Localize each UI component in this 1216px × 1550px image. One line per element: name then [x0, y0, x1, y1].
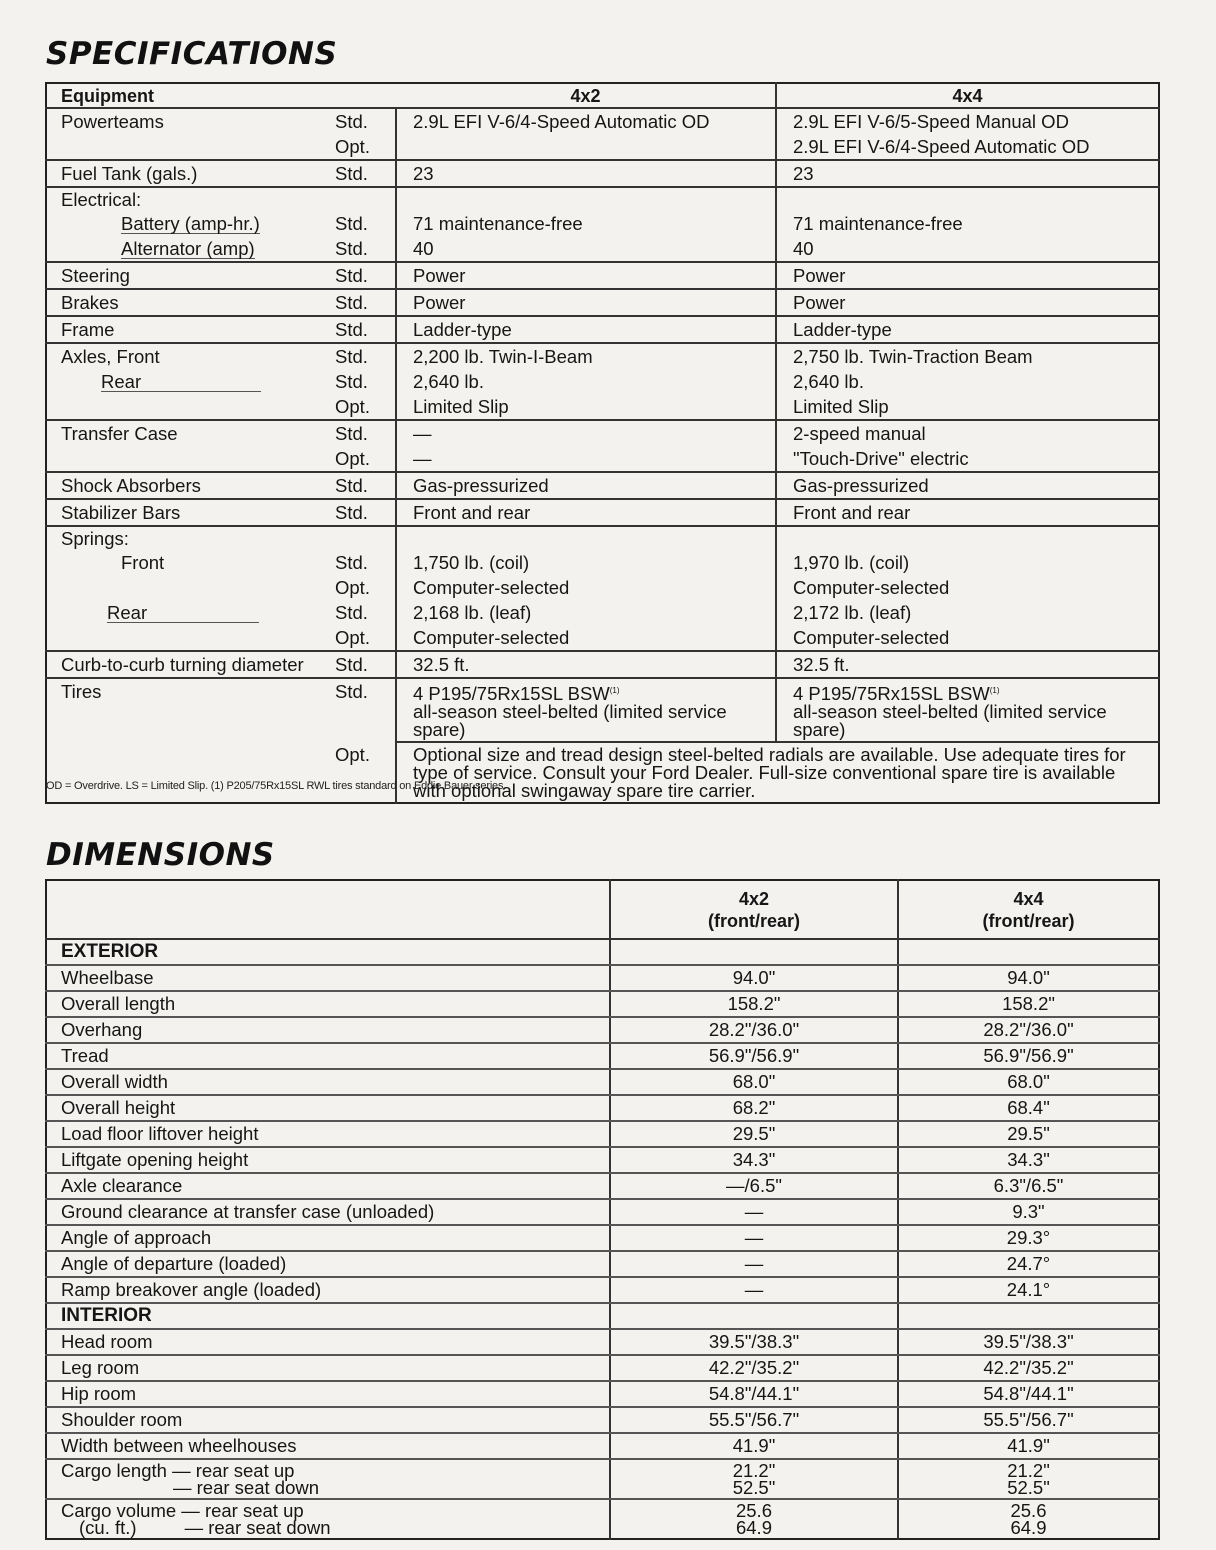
- tire-footnote-mark: (1): [609, 686, 620, 695]
- row-4x2-value: 23: [396, 160, 776, 187]
- col-4x4-subheader: (front/rear): [982, 911, 1075, 931]
- row-opt: Opt.: [331, 625, 396, 651]
- dim-row: [46, 1121, 1159, 1147]
- spec-row-axles-opt: [46, 394, 1159, 420]
- row-label: Transfer Case: [61, 423, 178, 444]
- row-4x4-value: 32.5 ft.: [776, 651, 1159, 678]
- row-label: Overall length: [46, 991, 610, 1017]
- row-4x4-value: 40: [776, 236, 1159, 262]
- row-4x2-value: Ladder-type: [396, 316, 776, 343]
- row-std: Std.: [331, 651, 396, 678]
- spec-row-axles-front: [46, 343, 1159, 369]
- row-4x4-value: Limited Slip: [776, 394, 1159, 420]
- row-4x4-value: "Touch-Drive" electric: [776, 446, 1159, 472]
- value-4x2: 29.5": [610, 1121, 898, 1147]
- value-4x2: 55.5"/56.7": [610, 1407, 898, 1433]
- value-4x4-b: 64.9: [1010, 1517, 1047, 1538]
- row-label: Cargo length — rear seat up: [61, 1460, 295, 1481]
- spec-row-transfer-case-opt: [46, 446, 1159, 472]
- row-4x2-value: 40: [396, 236, 776, 262]
- row-label: Steering: [46, 262, 331, 289]
- row-4x4-value: 2,750 lb. Twin-Traction Beam: [793, 346, 1033, 367]
- value-4x4: 29.5": [898, 1121, 1159, 1147]
- row-label-2: — rear seat down: [184, 1517, 331, 1538]
- spec-row-powerteams: [46, 108, 1159, 134]
- row-4x2-value: [396, 134, 776, 160]
- row-std: Std.: [331, 236, 396, 262]
- row-label: Axles, Front: [61, 346, 160, 367]
- value-4x2-b: 52.5": [732, 1477, 776, 1498]
- row-label: Leg room: [46, 1355, 610, 1381]
- dim-row: [46, 1407, 1159, 1433]
- interior-rows: [46, 1329, 1159, 1459]
- row-std: Std.: [331, 160, 396, 187]
- row-4x2-value: —: [396, 420, 776, 446]
- row-4x2-value: 1,750 lb. (coil): [396, 550, 776, 575]
- spec-row-stabilizer-bars: [46, 499, 1159, 526]
- row-std: Std.: [331, 343, 396, 369]
- row-label: Overall width: [46, 1069, 610, 1095]
- value-4x2: 68.0": [610, 1069, 898, 1095]
- dim-row: [46, 1277, 1159, 1303]
- spec-row-springs-front: [46, 550, 1159, 575]
- row-4x2-value: Power: [396, 262, 776, 289]
- dim-row: [46, 1173, 1159, 1199]
- dim-row: [46, 1225, 1159, 1251]
- value-4x2: —: [610, 1199, 898, 1225]
- value-4x2: 41.9": [610, 1433, 898, 1459]
- row-4x2-value: 2,168 lb. (leaf): [396, 600, 776, 625]
- row-label: Tread: [46, 1043, 610, 1069]
- spec-row-electrical: [46, 187, 1159, 211]
- dim-row: [46, 1199, 1159, 1225]
- row-std: Std.: [331, 499, 396, 526]
- spec-row-fuel-tank: [46, 160, 1159, 187]
- tire-desc-4x2: all-season steel-belted (limited service spare): [413, 701, 727, 741]
- col-4x4-header: 4x4: [1013, 889, 1044, 909]
- row-4x2-value: 2,640 lb.: [396, 369, 776, 394]
- value-4x4: 24.1°: [898, 1277, 1159, 1303]
- value-4x4: 68.0": [898, 1069, 1159, 1095]
- row-4x4-value: Computer-selected: [776, 625, 1159, 651]
- row-4x2-value: 32.5 ft.: [396, 651, 776, 678]
- spec-row-turning-diameter: [46, 651, 1159, 678]
- value-4x4: 68.4": [898, 1095, 1159, 1121]
- value-4x4: 56.9"/56.9": [898, 1043, 1159, 1069]
- category-label: EXTERIOR: [46, 939, 610, 965]
- row-4x2-value: —: [396, 446, 776, 472]
- row-4x2-value: Power: [396, 289, 776, 316]
- row-4x4-value: 2-speed manual: [793, 423, 926, 444]
- value-4x2: 34.3": [610, 1147, 898, 1173]
- row-std: Std.: [331, 262, 396, 289]
- row-label: Fuel Tank (gals.): [46, 160, 331, 187]
- tires-optional-note: Optional size and tread design steel-belted radials are available. Use adequate tires for type of service. Consult your Ford Dealer. Full-size conventional spare tire is available with optional swingaway spare tire carrier.: [396, 742, 1159, 803]
- row-4x2-value: 71 maintenance-free: [396, 211, 776, 236]
- dim-row: [46, 1147, 1159, 1173]
- dim-row: [46, 1433, 1159, 1459]
- tire-size-4x2: 4 P195/75Rx15SL BSW: [413, 683, 610, 705]
- dim-row-cargo-length: [46, 1459, 1159, 1499]
- dim-row: [46, 991, 1159, 1017]
- row-label: Load floor liftover height: [46, 1121, 610, 1147]
- spec-row-brakes: [46, 289, 1159, 316]
- value-4x2: —: [610, 1277, 898, 1303]
- row-4x2-value: 2.9L EFI V-6/4-Speed Automatic OD: [396, 108, 776, 134]
- row-label: Electrical:: [61, 189, 142, 210]
- row-4x4-value: 2,172 lb. (leaf): [793, 602, 912, 623]
- row-label: Angle of departure (loaded): [46, 1251, 610, 1277]
- row-4x4-value: 2.9L EFI V-6/4-Speed Automatic OD: [776, 134, 1159, 160]
- row-std: Std.: [331, 472, 396, 499]
- col-4x2-header: 4x2: [738, 889, 770, 909]
- row-label: Head room: [46, 1329, 610, 1355]
- value-4x2: 42.2"/35.2": [610, 1355, 898, 1381]
- tire-desc-4x4: all-season steel-belted (limited service spare): [793, 701, 1107, 741]
- value-4x4: 29.3°: [898, 1225, 1159, 1251]
- row-std: Std.: [331, 369, 396, 394]
- value-4x4: 6.3"/6.5": [898, 1173, 1159, 1199]
- dim-row-cargo-volume: [46, 1499, 1159, 1539]
- row-label-2: — rear seat down: [173, 1477, 320, 1498]
- dimensions-table: [45, 879, 1160, 1540]
- dim-row: [46, 1043, 1159, 1069]
- row-label: Frame: [46, 316, 331, 343]
- spec-row-springs-front-opt: [46, 575, 1159, 600]
- spec-row-springs-rear-opt: [46, 625, 1159, 651]
- row-4x4-value: 2,640 lb.: [793, 371, 864, 392]
- value-4x2: —: [610, 1251, 898, 1277]
- dim-row: [46, 1095, 1159, 1121]
- row-label: Tires: [61, 681, 102, 702]
- value-4x4: 54.8"/44.1": [898, 1381, 1159, 1407]
- row-label: Rear: [101, 372, 261, 392]
- dim-row: [46, 1355, 1159, 1381]
- row-std: Std.: [331, 108, 396, 134]
- value-4x4: 39.5"/38.3": [898, 1329, 1159, 1355]
- row-label: Alternator (amp): [121, 238, 255, 259]
- value-4x4: 24.7°: [898, 1251, 1159, 1277]
- value-4x2: 94.0": [610, 965, 898, 991]
- value-4x2-a: 25.6: [735, 1500, 772, 1521]
- row-4x2-value: Gas-pressurized: [396, 472, 776, 499]
- row-4x4-value: 71 maintenance-free: [793, 213, 963, 234]
- row-label: Springs:: [61, 528, 129, 549]
- row-label: Curb-to-curb turning diameter: [46, 651, 331, 678]
- row-label: Axle clearance: [46, 1173, 610, 1199]
- value-4x2: 158.2": [610, 991, 898, 1017]
- value-4x2: —: [610, 1225, 898, 1251]
- row-label: Powerteams: [61, 111, 164, 132]
- row-std: Std.: [331, 678, 396, 742]
- value-4x2: 28.2"/36.0": [610, 1017, 898, 1043]
- row-std: Std.: [331, 289, 396, 316]
- spec-row-springs-rear: [46, 600, 1159, 625]
- row-std: Std.: [331, 211, 396, 236]
- row-label: Overall height: [46, 1095, 610, 1121]
- dim-row: [46, 1381, 1159, 1407]
- row-opt: Opt.: [331, 134, 396, 160]
- value-4x2: 39.5"/38.3": [610, 1329, 898, 1355]
- col-4x2-subheader: (front/rear): [707, 911, 800, 931]
- dim-row: [46, 1017, 1159, 1043]
- dim-row: [46, 1329, 1159, 1355]
- row-label: Battery (amp-hr.): [121, 213, 260, 234]
- row-opt: Opt.: [331, 446, 396, 472]
- row-4x4-value: Power: [776, 262, 1159, 289]
- row-label: Liftgate opening height: [46, 1147, 610, 1173]
- row-std: Std.: [331, 420, 396, 446]
- value-4x4: 94.0": [898, 965, 1159, 991]
- value-4x4: 41.9": [898, 1433, 1159, 1459]
- row-4x2-value: 2,200 lb. Twin-I-Beam: [396, 343, 776, 369]
- row-label: Hip room: [46, 1381, 610, 1407]
- value-4x4: 28.2"/36.0": [898, 1017, 1159, 1043]
- col-4x4-header: 4x4: [776, 83, 1159, 108]
- dim-row: [46, 1069, 1159, 1095]
- row-label: Shoulder room: [46, 1407, 610, 1433]
- row-4x4-value: Gas-pressurized: [776, 472, 1159, 499]
- row-std: Std.: [331, 600, 396, 625]
- row-label: Angle of approach: [46, 1225, 610, 1251]
- spec-row-frame: [46, 316, 1159, 343]
- spec-row-tires: [46, 678, 1159, 742]
- row-label: Width between wheelhouses: [46, 1433, 610, 1459]
- spec-footnote: OD = Overdrive. LS = Limited Slip. (1) P205/75Rx15SL RWL tires standard on Eddie Bauer series.: [46, 780, 507, 792]
- dim-row: [46, 965, 1159, 991]
- row-4x4-value: Ladder-type: [776, 316, 1159, 343]
- row-std: Std.: [331, 550, 396, 575]
- row-4x4-value: 2.9L EFI V-6/5-Speed Manual OD: [793, 111, 1069, 132]
- exterior-rows: [46, 965, 1159, 1303]
- value-4x2: 68.2": [610, 1095, 898, 1121]
- specifications-table: [45, 82, 1160, 804]
- category-exterior: [46, 939, 1159, 965]
- equipment-header: Equipment: [46, 83, 396, 108]
- spec-row-axles-rear: [46, 369, 1159, 394]
- row-opt: Opt.: [331, 394, 396, 420]
- value-4x4: 34.3": [898, 1147, 1159, 1173]
- category-interior: [46, 1303, 1159, 1329]
- row-opt: Opt.: [331, 742, 396, 803]
- dim-row: [46, 1251, 1159, 1277]
- value-4x4: 9.3": [898, 1199, 1159, 1225]
- row-4x2-value: Front and rear: [396, 499, 776, 526]
- row-std: Std.: [331, 316, 396, 343]
- spec-row-shock-absorbers: [46, 472, 1159, 499]
- row-label: Shock Absorbers: [46, 472, 331, 499]
- dim-header-row: [46, 880, 1159, 939]
- row-4x4-value: Front and rear: [776, 499, 1159, 526]
- value-4x4-a: 25.6: [1010, 1500, 1047, 1521]
- row-label: Overhang: [46, 1017, 610, 1043]
- row-label: Front: [121, 552, 165, 573]
- row-4x2-value: Computer-selected: [396, 575, 776, 600]
- row-label-unit: (cu. ft.): [79, 1517, 137, 1538]
- dimensions-title: DIMENSIONS: [46, 837, 275, 873]
- spec-row-alternator: [46, 236, 1159, 262]
- spec-header-row: [46, 83, 1159, 108]
- row-4x4-value: Computer-selected: [793, 577, 950, 598]
- specifications-title: SPECIFICATIONS: [46, 36, 338, 72]
- value-4x2: —/6.5": [610, 1173, 898, 1199]
- spec-row-tires-opt: [46, 742, 1159, 803]
- value-4x4: 42.2"/35.2": [898, 1355, 1159, 1381]
- row-4x4-value: 1,970 lb. (coil): [793, 552, 910, 573]
- row-label: Brakes: [46, 289, 331, 316]
- category-label: INTERIOR: [46, 1303, 610, 1329]
- row-label: Cargo volume — rear seat up: [61, 1500, 304, 1521]
- tire-footnote-mark: (1): [989, 686, 1000, 695]
- value-4x4-a: 21.2": [1007, 1460, 1050, 1481]
- value-4x4: 158.2": [898, 991, 1159, 1017]
- value-4x2: 56.9"/56.9": [610, 1043, 898, 1069]
- value-4x4: 55.5"/56.7": [898, 1407, 1159, 1433]
- row-label: Wheelbase: [46, 965, 610, 991]
- row-label: Ramp breakover angle (loaded): [46, 1277, 610, 1303]
- row-4x4-value: Power: [776, 289, 1159, 316]
- row-label: Stabilizer Bars: [46, 499, 331, 526]
- spec-row-battery: [46, 211, 1159, 236]
- row-4x4-value: 23: [776, 160, 1159, 187]
- spec-row-transfer-case: [46, 420, 1159, 446]
- tire-size-4x4: 4 P195/75Rx15SL BSW: [793, 683, 990, 705]
- row-opt: Opt.: [331, 575, 396, 600]
- spec-row-steering: [46, 262, 1159, 289]
- row-4x2-value: Computer-selected: [396, 625, 776, 651]
- value-4x4-b: 52.5": [1007, 1477, 1050, 1498]
- value-4x2: 54.8"/44.1": [610, 1381, 898, 1407]
- col-4x2-header: 4x2: [396, 83, 776, 108]
- row-4x2-value: Limited Slip: [396, 394, 776, 420]
- spec-row-powerteams-opt: [46, 134, 1159, 160]
- row-label: Ground clearance at transfer case (unloaded): [46, 1199, 610, 1225]
- row-label: Rear: [107, 603, 259, 623]
- spec-row-springs: [46, 526, 1159, 550]
- value-4x2-b: 64.9: [735, 1517, 772, 1538]
- value-4x2-a: 21.2": [732, 1460, 776, 1481]
